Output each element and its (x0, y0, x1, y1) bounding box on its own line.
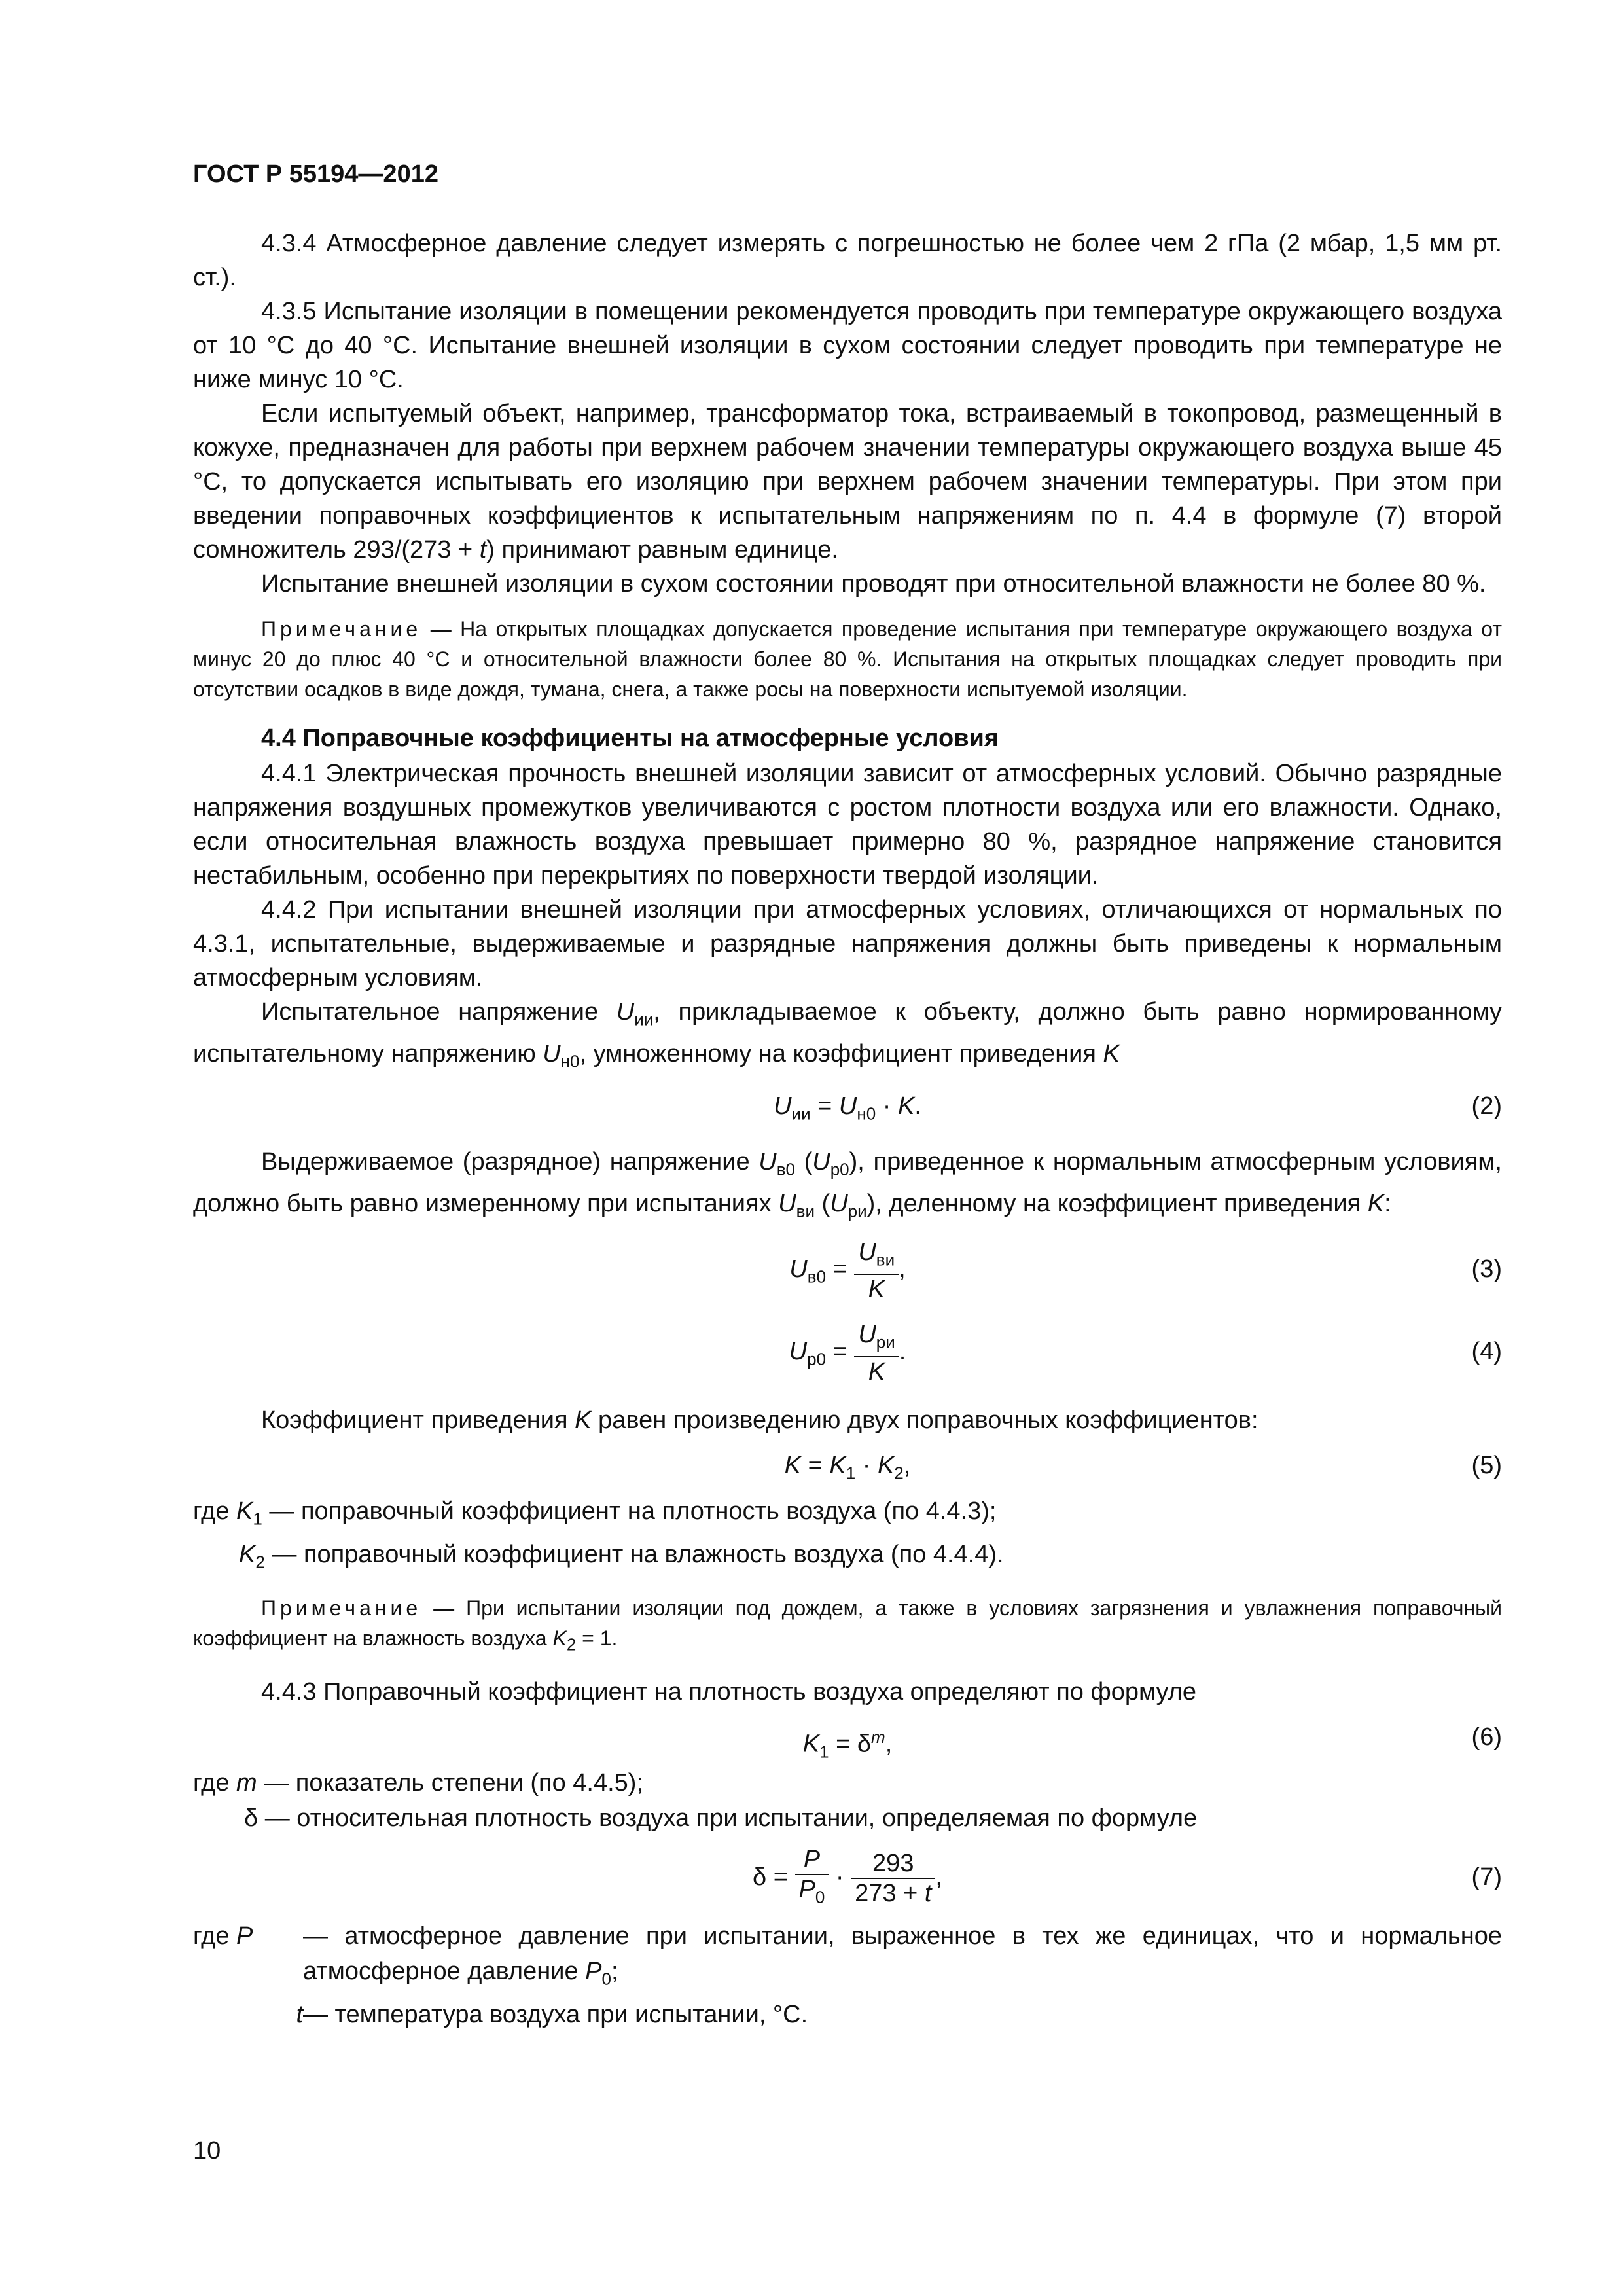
paragraph-4-4-2-b: Испытательное напряжение $U_{ии}$, прикладываемое к объекту, должно быть равно нормированному испытательному напряжению $U_{н0}$, умноженному на коэффициент приведения K (193, 998, 1503, 1071)
formula-3: $U_{в0}$ = $\frac{U_{ви}}{K}$ , (3) (193, 1228, 1502, 1310)
paragraph-4-4-1: 4.4.1 Электрическая прочность внешней изоляции зависит от атмосферных условий. Обычно разрядные напряжения воздушных промежутков увеличиваются с ростом плотности воздуха или его влажности. Однако, если относительная влажность воздуха превышает примерно 80 %, разрядное напряжение становится нестабильным, особенно при перекрытиях по поверхности твердой изоляции. (193, 760, 1502, 889)
paragraph-4-4-2-c: Выдерживаемое (разрядное) напряжение $U_{в0}$ $(U_{р0})$, приведенное к нормальным атмосферным условиям, должно быть равно измеренному при испытаниях $U_{ви}$ $(U_{ри})$, деленному на коэффициент приведения K: (193, 1148, 1502, 1221)
formula-number: (5) (1471, 1452, 1502, 1480)
paragraph-4-4-2-d: Коэффициент приведения K равен произведению двух поправочных коэффициентов: (261, 1407, 1258, 1435)
formula-2: $U_{ии} = U_{н0} \cdot K$. (2) (193, 1078, 1502, 1134)
where-block-5: где $K_1$ — поправочный коэффициент на плотность воздуха (по 4.4.3); $K_2$ — поправочный коэффициент на влажность воздуха (по 4.4.4). (193, 1498, 1004, 1572)
where-block-6: где m — показатель степени (по 4.4.5); δ — относительная плотность воздуха при испытании, определяемая по формуле (193, 1768, 1198, 1832)
document-page (193, 160, 1502, 2032)
paragraph-4-3-5-c: Испытание внешней изоляции в сухом состоянии проводят при относительной влажности не более 80 %. (261, 570, 1486, 598)
formula-number: (6) (1471, 1723, 1502, 1751)
formula-number: (7) (1471, 1863, 1502, 1891)
section-heading-4-4: 4.4 Поправочные коэффициенты на атмосферные условия (261, 725, 999, 752)
paragraph-4-3-5-b: Если испытуемый объект, например, трансформатор тока, встраиваемый в токопровод, размещенный в кожухе, предназначен для работы при верхнем рабочем значении температуры окружающего воздуха выше 45 °С, то допускается испытывать его изоляцию при верхнем рабочем значении температуры. При этом при введении поправочных коэффициентов к испытательным напряжениям по п. 4.4 в формуле (7) второй сомножитель 293/(273 + t) принимают равным единице. (193, 400, 1502, 564)
formula-number: (3) (1471, 1255, 1502, 1283)
document-header: ГОСТ Р 55194—2012 (193, 160, 438, 188)
formula-number: (4) (1471, 1338, 1502, 1366)
paragraph-4-3-5: 4.3.5 Испытание изоляции в помещении рекомендуется проводить при температуре окружающего воздуха от 10 °С до 40 °С. Испытание внешней изоляции в сухом состоянии следует проводить при температуре не ниже минус 10 °С. (193, 298, 1502, 393)
note-2: Примечание — При испытании изоляции под дождем, а также в условиях загрязнения и увлажнения поправочный коэффициент на влажность воздуха $K_2 = 1$. (193, 1596, 1502, 1654)
formula-7: δ = $\frac{P}{P_0}$ · $\frac{293}{273 + t}$ , (7) (193, 1836, 1502, 1918)
page-number: 10 (193, 2137, 221, 2164)
formula-4: $U_{р0}$ = $\frac{U_{ри}}{K}$ . (4) (193, 1310, 1502, 1393)
where-block-7: где P — атмосферное давление при испытании, выраженное в тех же единицах, что и нормальное атмосферное давление $P_0$; t — температура воздуха при испытании, °С. (193, 1922, 1502, 2028)
paragraph-4-4-2: 4.4.2 При испытании внешней изоляции при атмосферных условиях, отличающихся от нормальных по 4.3.1, испытательные, выдерживаемые и разрядные напряжения должны быть приведены к нормальным атмосферным условиям. (193, 896, 1502, 992)
formula-5: $K = K_1 \cdot K_2$, (5) (193, 1437, 1502, 1494)
paragraph-4-4-3: 4.4.3 Поправочный коэффициент на плотность воздуха определяют по формуле (261, 1677, 1197, 1706)
note-1: Примечание — На открытых площадках допускается проведение испытания при температуре окружающего воздуха от минус 20 до плюс 40 °С и относительной влажности более 80 %. Испытания на открытых площадках следует проводить при отсутствии осадков в виде дождя, тумана, снега, а также росы на поверхности испытуемой изоляции. (193, 617, 1502, 701)
formula-6: $K_1 = \delta^m$, (6) (193, 1709, 1502, 1765)
formula-number: (2) (1471, 1092, 1502, 1121)
paragraph-4-3-4: 4.3.4 Атмосферное давление следует измерять с погрешностью не более чем 2 гПа (2 мбар, 1,5 мм рт. ст.). (193, 230, 1502, 291)
